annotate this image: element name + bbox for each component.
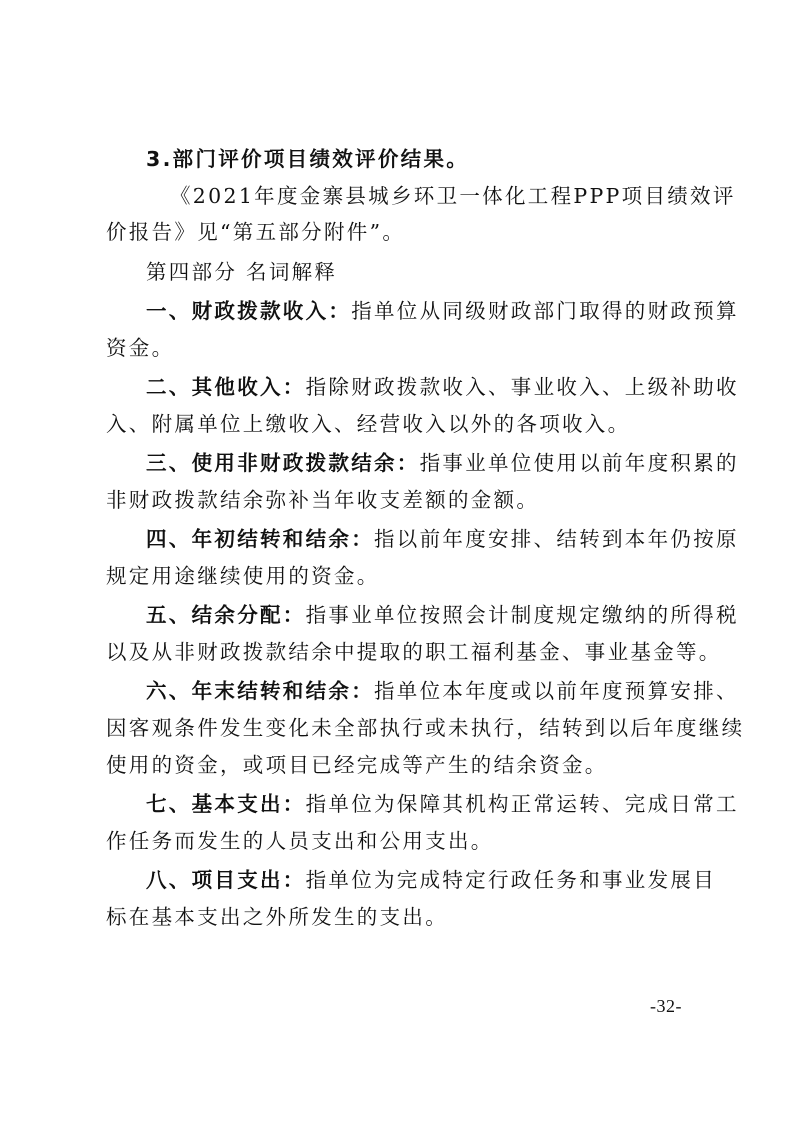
term-3-label: 三、使用非财政拨款结余： xyxy=(146,451,420,475)
term-8-line2: 标在基本支出之外所发生的支出。 xyxy=(106,905,448,929)
term-1-line2: 资金。 xyxy=(106,336,175,360)
part4-heading: 第四部分 名词解释 xyxy=(146,260,338,284)
term-8-definition: 指单位为完成特定行政任务和事业发展目 xyxy=(305,868,717,892)
term-4-line2: 规定用途继续使用的资金。 xyxy=(106,564,380,588)
section3-text-line2: 价报告》见“第五部分附件”。 xyxy=(106,220,406,244)
term-3-line2: 非财政拨款结余弥补当年收支差额的金额。 xyxy=(106,488,540,512)
term-5-line1 xyxy=(146,601,739,629)
term-7-definition: 指单位为保障其机构正常运转、完成日常工 xyxy=(305,792,739,816)
term-2-label: 二、其他收入： xyxy=(146,375,306,399)
term-7-label: 七、基本支出： xyxy=(146,792,306,816)
term-7-line1 xyxy=(146,790,739,818)
term-2-line1 xyxy=(146,373,739,401)
term-8-line1 xyxy=(146,866,717,894)
term-8-label: 八、项目支出： xyxy=(146,868,306,892)
section3-title: 3.部门评价项目绩效评价结果。 xyxy=(146,147,470,171)
term-6-definition: 指单位本年度或以前年度预算安排、 xyxy=(374,679,739,703)
term-5-definition: 指事业单位按照会计制度规定缴纳的所得税 xyxy=(305,603,739,627)
term-5-line2: 以及从非财政拨款结余中提取的职工福利基金、事业基金等。 xyxy=(106,640,722,664)
term-6-line1 xyxy=(146,677,739,705)
term-4-definition: 指以前年度安排、结转到本年仍按原 xyxy=(374,527,739,551)
term-6-line2: 因客观条件发生变化未全部执行或未执行，结转到以后年度继续 xyxy=(106,716,745,740)
page-number: -32- xyxy=(650,996,682,1016)
term-7-line2: 作任务而发生的人员支出和公用支出。 xyxy=(106,829,494,853)
term-5-label: 五、结余分配： xyxy=(146,603,306,627)
term-4-line1 xyxy=(146,525,739,553)
term-6-line3: 使用的资金，或项目已经完成等产生的结余资金。 xyxy=(106,753,608,777)
section3-text-line1: 《2021年度金寨县城乡环卫一体化工程PPP项目绩效评 xyxy=(170,184,736,208)
term-2-line2: 入、附属单位上缴收入、经营收入以外的各项收入。 xyxy=(106,412,631,436)
term-3-definition: 指事业单位使用以前年度积累的 xyxy=(419,451,739,475)
term-4-label: 四、年初结转和结余： xyxy=(146,527,374,551)
term-2-definition: 指除财政拨款收入、事业收入、上级补助收 xyxy=(305,375,739,399)
term-1-definition: 指单位从同级财政部门取得的财政预算 xyxy=(351,299,739,323)
term-6-label: 六、年末结转和结余： xyxy=(146,679,374,703)
term-3-line1 xyxy=(146,449,739,477)
term-1-label: 一、财政拨款收入： xyxy=(146,299,352,323)
term-1-line1 xyxy=(146,297,739,325)
